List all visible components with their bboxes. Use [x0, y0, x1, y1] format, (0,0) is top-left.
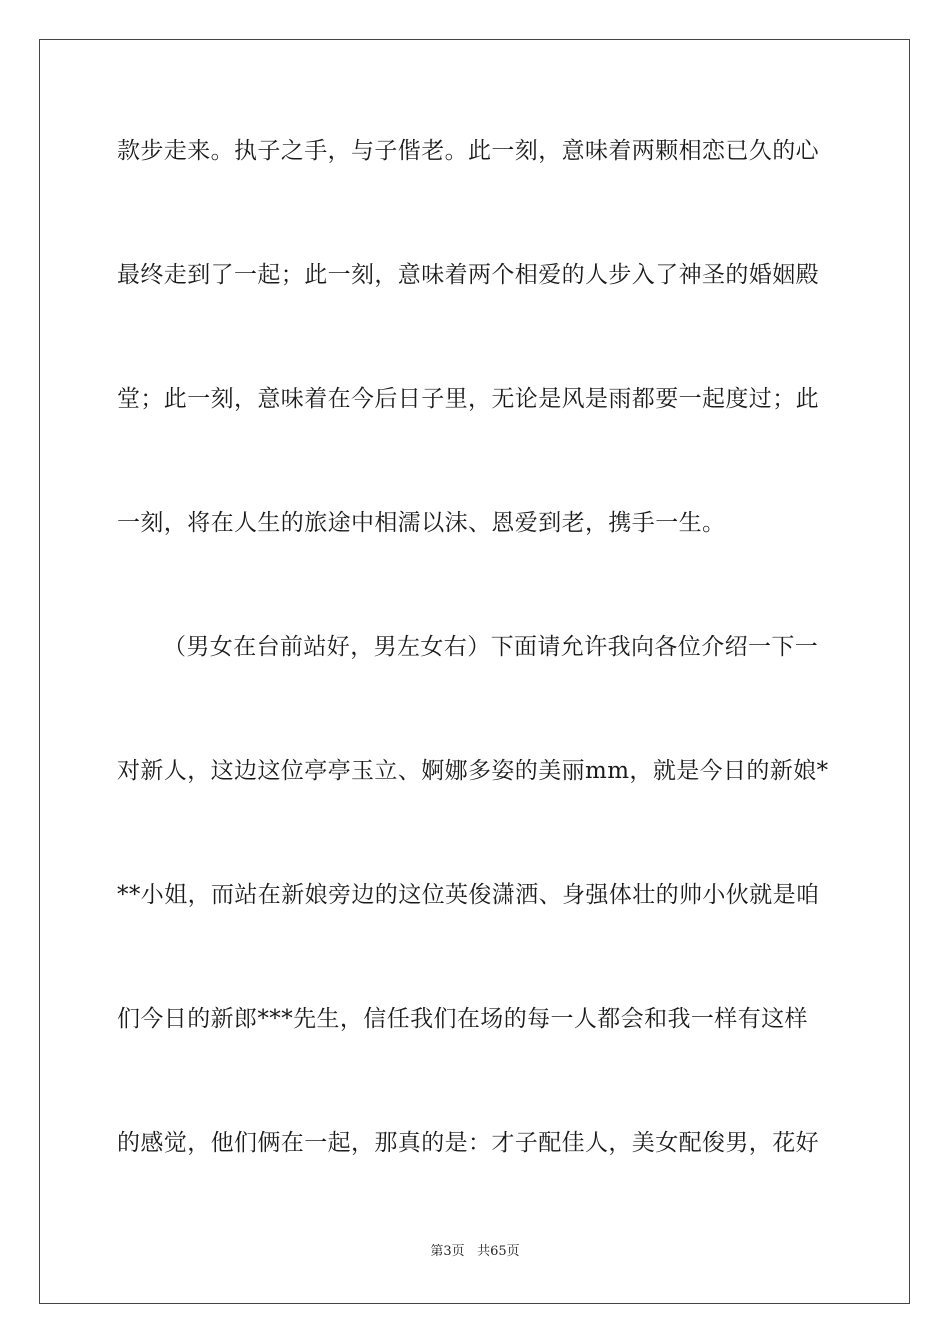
page-border — [39, 39, 910, 1304]
page-number: 第3页 — [430, 1244, 465, 1259]
text-line-4: 一刻，将在人生的旅途中相濡以沫、恩爱到老，携手一生。 — [117, 510, 726, 536]
text-line-7: **小姐，而站在新娘旁边的这位英俊潇洒、身强体壮的帅小伙就是咱 — [117, 882, 820, 908]
text-line-9: 的感觉，他们俩在一起，那真的是：才子配佳人，美女配俊男，花好 — [117, 1130, 819, 1156]
text-line-8: 们今日的新郎***先生，信任我们在场的每一人都会和我一样有这样 — [117, 1006, 808, 1032]
text-line-6: 对新人，这边这位亭亭玉立、婀娜多姿的美丽mm，就是今日的新娘* — [117, 758, 829, 784]
text-line-3: 堂；此一刻，意味着在今后日子里，无论是风是雨都要一起度过；此 — [117, 386, 819, 412]
total-pages: 共65页 — [477, 1244, 520, 1259]
text-line-1: 款步走来。执子之手，与子偕老。此一刻，意味着两颗相恋已久的心 — [117, 138, 819, 164]
page-footer — [0, 1244, 950, 1260]
text-line-5-paragraph-start: （男女在台前站好，男左女右）下面请允许我向各位介绍一下一 — [163, 634, 819, 660]
text-line-2: 最终走到了一起；此一刻，意味着两个相爱的人步入了神圣的婚姻殿 — [117, 262, 819, 288]
